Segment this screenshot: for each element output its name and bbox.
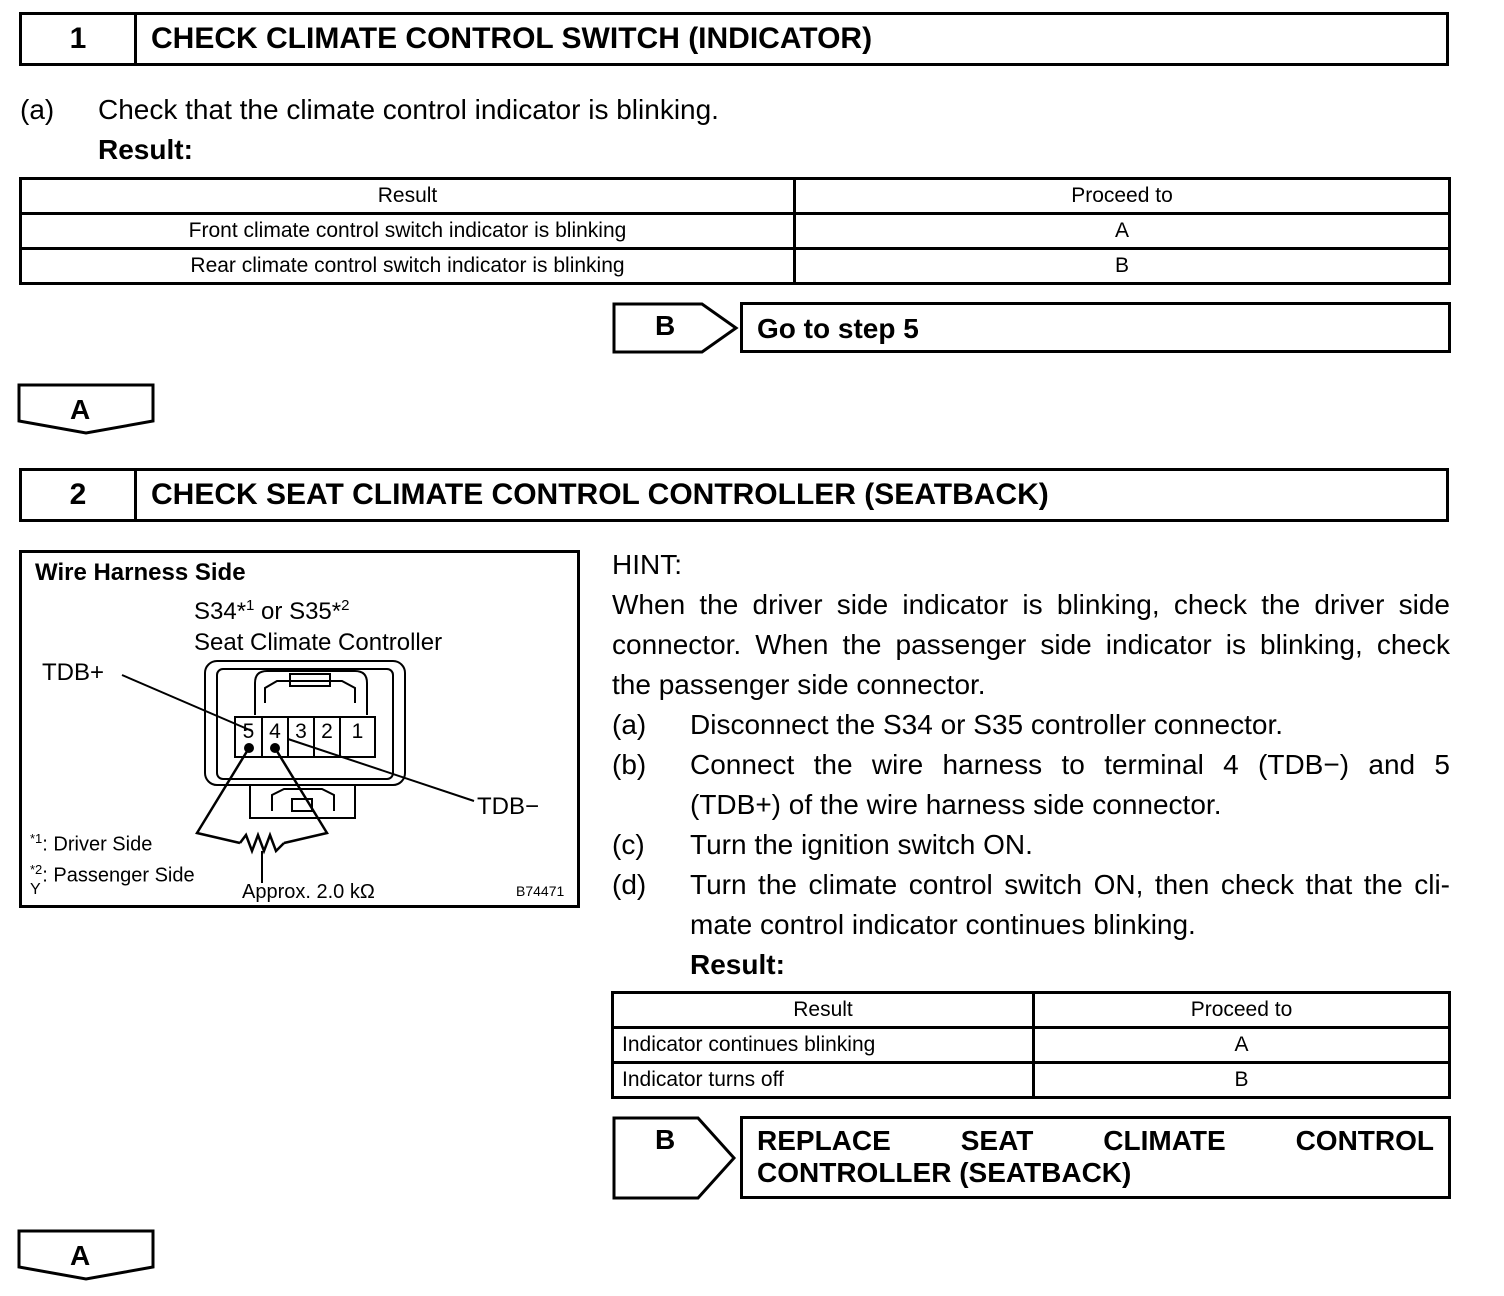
connector-description: Seat Climate Controller — [194, 629, 443, 656]
sup-1: 1 — [246, 597, 255, 614]
step2-sub-d-line2: mate control indicator continues blinking. — [690, 909, 1196, 940]
step1-branch-b-action — [740, 302, 1451, 353]
hint-label: HINT: — [612, 549, 682, 580]
step2-result-table — [611, 991, 1451, 1099]
step1-branch-a-label: A — [70, 394, 91, 425]
step2-sub-c-text: Turn the ignition switch ON. — [690, 829, 1033, 860]
note2-text: : Passenger Side — [42, 864, 195, 887]
step1-title: CHECK CLIMATE CONTROL SWITCH (INDICATOR) — [151, 22, 873, 55]
step2-branch-b-action-line1: REPLACE SEAT CLIMATE CONTROL — [757, 1125, 1434, 1156]
step2-sub-d-line1: Turn the climate control switch ON, then check that the cli- — [690, 869, 1450, 900]
resistance-label: Approx. 2.0 kΩ — [242, 881, 375, 903]
step2-result-label: Result: — [690, 949, 785, 980]
table-row — [21, 214, 1450, 249]
table-header-cell: Proceed to — [795, 179, 1450, 214]
step1-branch-b-label: B — [655, 310, 676, 341]
step2-branch-b-action — [740, 1116, 1451, 1199]
step2-branch-b-arrow — [612, 1116, 740, 1200]
note-driver-side — [30, 831, 152, 857]
step2-sub-b-label: (b) — [612, 749, 647, 780]
note-y: Y — [30, 881, 41, 898]
wire-harness-figure — [19, 550, 580, 908]
step1-branch-b-action-text: Go to step 5 — [757, 313, 919, 344]
step2-sub-a-label: (a) — [612, 709, 647, 740]
hint-line: the passenger side connector. — [612, 669, 986, 700]
figure-id: B74471 — [516, 883, 565, 899]
step1-sub-a-label: (a) — [20, 94, 55, 125]
sup-2: 2 — [341, 597, 350, 614]
table-row — [613, 1063, 1450, 1098]
step2-sub-d-label: (d) — [612, 869, 647, 900]
step2-branch-a-label: A — [70, 1240, 91, 1271]
pin-label: 3 — [295, 720, 307, 743]
table-cell: Indicator turns off — [613, 1063, 1034, 1098]
table-cell: A — [1034, 1028, 1450, 1063]
table-cell: Front climate control switch indicator is blinking — [21, 214, 795, 249]
figure-heading: Wire Harness Side — [35, 559, 246, 586]
table-header-cell: Proceed to — [1034, 993, 1450, 1028]
table-cell: Rear climate control switch indicator is blinking — [21, 249, 795, 284]
step2-branch-b-label: B — [655, 1124, 676, 1155]
table-header-cell: Result — [21, 179, 795, 214]
step2-number: 2 — [22, 471, 137, 519]
table-cell: A — [795, 214, 1450, 249]
pin-label: 1 — [351, 720, 364, 743]
pin-label: 2 — [321, 720, 333, 743]
note2-sup: *2 — [30, 862, 43, 877]
step2-sub-c-label: (c) — [612, 829, 645, 860]
connector-name — [194, 597, 349, 626]
note1-text: : Driver Side — [42, 833, 153, 856]
step1-result-label: Result: — [98, 134, 193, 165]
tdb-plus-label: TDB+ — [42, 659, 105, 686]
table-header-cell: Result — [613, 993, 1034, 1028]
connector-name-part1: S34* — [194, 598, 247, 625]
table-row — [21, 249, 1450, 284]
pin-label: 5 — [242, 720, 255, 743]
hint-line: When the driver side indicator is blinking, check the driver side — [612, 589, 1450, 620]
connector-name-part2: or S35* — [254, 598, 342, 625]
step2-sub-b-line2: (TDB+) of the wire harness side connector. — [690, 789, 1222, 820]
step1-branch-b-arrow — [612, 302, 740, 354]
step1-header — [19, 12, 1449, 66]
table-cell: B — [1034, 1063, 1450, 1098]
table-row — [613, 1028, 1450, 1063]
pin-label: 4 — [269, 720, 281, 743]
table-cell: B — [795, 249, 1450, 284]
step2-sub-b-line1: Connect the wire harness to terminal 4 (TDB−) and 5 — [690, 749, 1450, 780]
step1-result-table — [19, 177, 1451, 285]
table-header-row — [21, 179, 1450, 214]
step1-sub-a-text: Check that the climate control indicator is blinking. — [98, 94, 719, 125]
step2-header — [19, 468, 1449, 522]
pin-labels — [235, 720, 375, 744]
note1-sup: *1 — [30, 831, 43, 846]
step1-number: 1 — [22, 15, 137, 63]
tdb-minus-label: TDB− — [477, 793, 540, 820]
step2-sub-a-text: Disconnect the S34 or S35 controller connector. — [690, 709, 1284, 740]
note-passenger-side — [30, 862, 195, 888]
step2-title: CHECK SEAT CLIMATE CONTROL CONTROLLER (SEATBACK) — [151, 478, 1049, 511]
table-header-row — [613, 993, 1450, 1028]
table-cell: Indicator continues blinking — [613, 1028, 1034, 1063]
step2-branch-b-action-line2: CONTROLLER (SEATBACK) — [757, 1157, 1132, 1188]
hint-line: connector. When the passenger side indicator is blinking, check — [612, 629, 1450, 660]
